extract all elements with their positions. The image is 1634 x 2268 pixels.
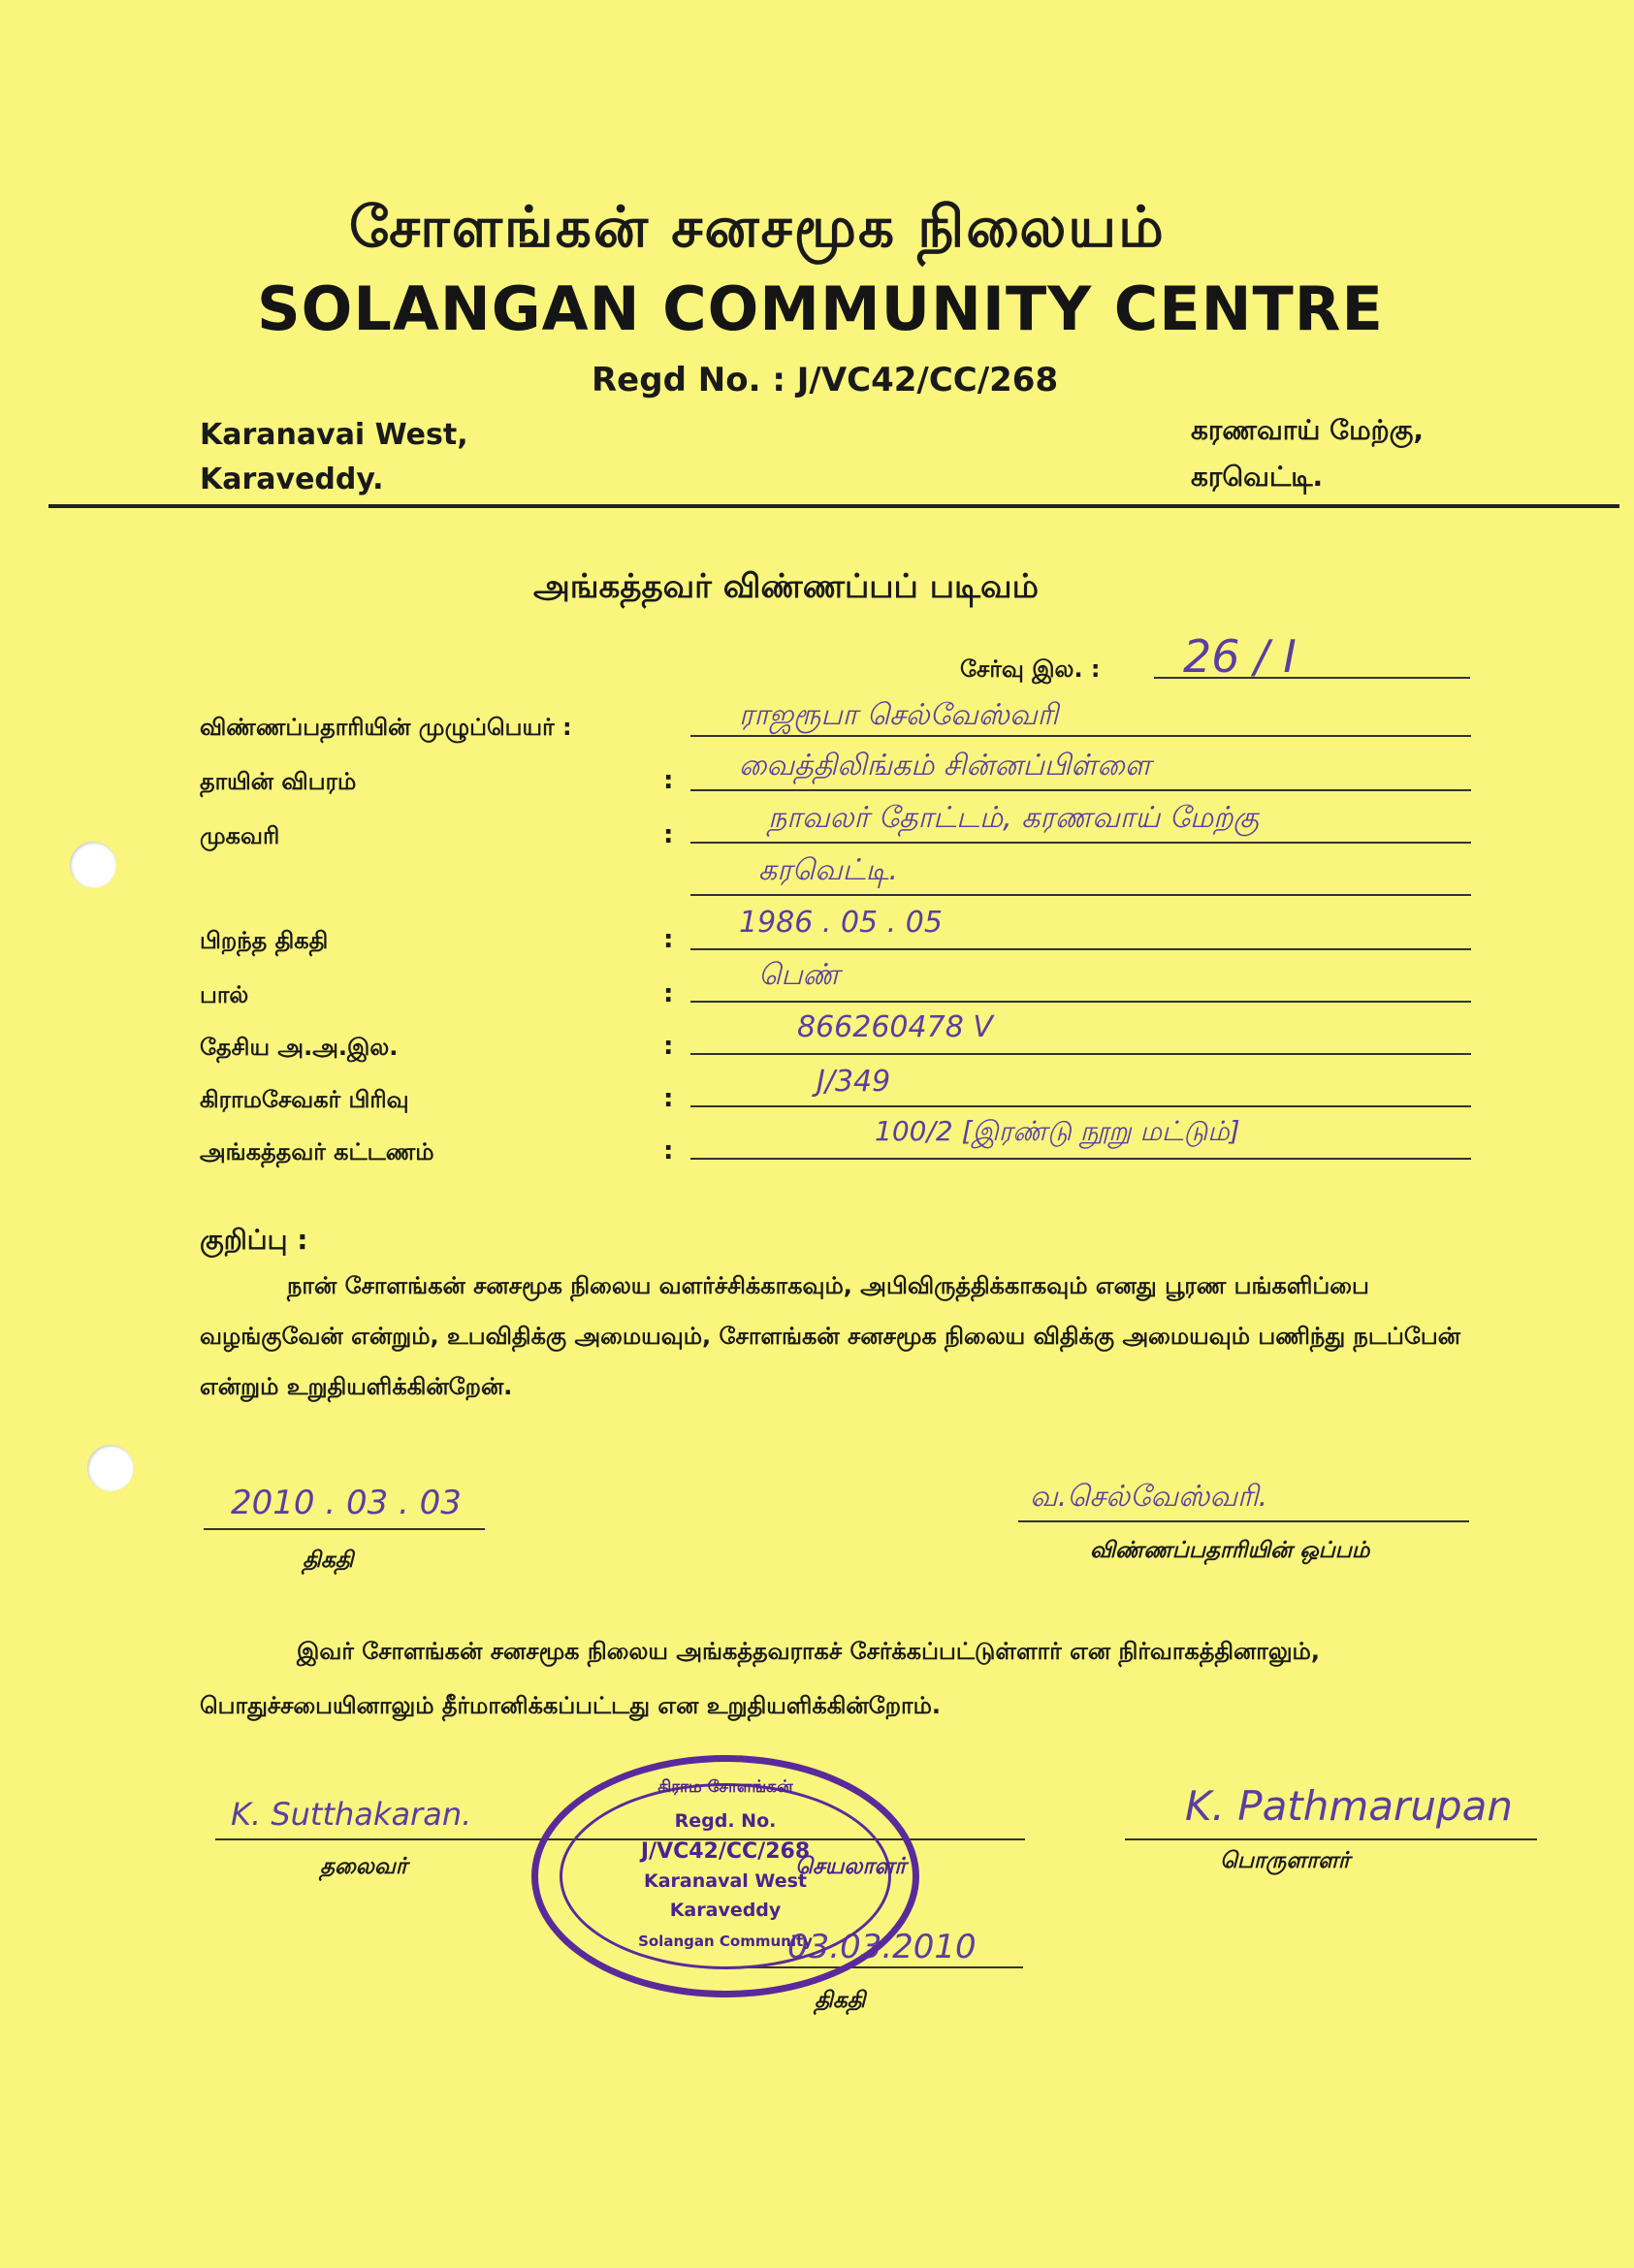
- field-value-sex: பெண்: [758, 958, 840, 992]
- president-signature: K. Sutthakaran.: [231, 1796, 472, 1833]
- field-value-gs-division: J/349: [817, 1065, 891, 1099]
- stamp-line3: J/VC42/CC/268: [640, 1839, 811, 1864]
- applicant-signature-line: [1018, 1520, 1469, 1522]
- field-line-mother: [690, 789, 1471, 791]
- field-label-nic: தேசிய அ.அ.இல.: [200, 1034, 399, 1061]
- field-colon-dob: :: [663, 925, 674, 954]
- field-colon-mother: :: [663, 766, 674, 795]
- address-english-line1: Karanavai West,: [200, 418, 468, 452]
- field-label-dob: பிறந்த திகதி: [200, 927, 329, 954]
- address-tamil-line1: கரணவாய் மேற்கு,: [1191, 414, 1425, 446]
- field-value-address-2: கரவெட்டி.: [758, 853, 899, 887]
- address-english-line2: Karaveddy.: [200, 463, 384, 496]
- field-line-address: [690, 842, 1471, 844]
- committee-declaration: இவர் சோளங்கன் சனசமூக நிலைய அங்கத்தவராகச் சேர்க்கப்பட்டுள்ளார் என நிர்வாகத்தினாலும், பொதுச்சபையினாலும் தீர்மானிக்கப்பட்டது என உறுதியளிக்கின்றோம்.: [200, 1638, 1320, 1719]
- field-line-fee: [690, 1158, 1471, 1160]
- stamp-line1: கிராம சோளங்கன்: [657, 1777, 793, 1797]
- stamp-line5: Karaveddy: [669, 1900, 782, 1921]
- treasurer-caption: பொருளாளர்: [1220, 1848, 1350, 1873]
- address-tamil: [1191, 407, 1424, 500]
- serial-label: சேர்வு இல. :: [960, 655, 1101, 683]
- field-label-fee: அங்கத்தவர் கட்டணம்: [200, 1138, 434, 1166]
- field-value-fee: 100/2 [இரண்டு நூறு மட்டும்]: [875, 1115, 1240, 1147]
- field-colon-address: :: [663, 820, 674, 849]
- punch-hole-bottom: [87, 1445, 134, 1491]
- field-line-sex: [690, 1001, 1471, 1003]
- form-title: அங்கத்தவர் விண்ணப்பப் படிவம்: [533, 567, 1039, 606]
- treasurer-line: [1125, 1838, 1537, 1840]
- note-body: நான் சோளங்கன் சனசமூக நிலைய வளர்ச்சிக்காகவும், அபிவிருத்திக்காகவும் எனது பூரண பங்களிப்பை வழங்குவேன் என்றும், உபவிதிக்கு அமையவும், சோளங்கன் சனசமூக நிலைய விதிக்கு அமையவும் பணிந்து நடப்பேன் என்றும் உறுதியளிக்கின்றேன்.: [200, 1272, 1461, 1400]
- header-divider: [48, 504, 1619, 508]
- president-caption: தலைவர்: [320, 1854, 407, 1879]
- field-label-mother: தாயின் விபரம்: [200, 768, 357, 795]
- applicant-date-line: [204, 1528, 485, 1530]
- field-value-address: நாவலர் தோட்டம், கரணவாய் மேற்கு: [768, 801, 1260, 835]
- field-label-gs-division: கிராமசேவகர் பிரிவு: [200, 1086, 409, 1113]
- field-line-nic: [690, 1053, 1471, 1055]
- applicant-signature: வ.செல்வேஸ்வரி.: [1030, 1480, 1268, 1514]
- field-value-fullname: ராஜரூபா செல்வேஸ்வரி: [739, 698, 1059, 732]
- applicant-signature-caption: விண்ணப்பதாரியின் ஒப்பம்: [1090, 1538, 1370, 1563]
- english-title: SOLANGAN COMMUNITY CENTRE: [257, 273, 1384, 344]
- applicant-date-value: 2010 . 03 . 03: [231, 1484, 462, 1522]
- stamp-line4: Karanaval West: [644, 1870, 807, 1892]
- field-colon-nic: :: [663, 1032, 674, 1061]
- field-colon-gs-division: :: [663, 1084, 674, 1113]
- field-line-address-2: [690, 894, 1471, 896]
- address-tamil-line2: கரவெட்டி.: [1191, 461, 1324, 493]
- stamp-line6: Solangan Community: [638, 1933, 813, 1950]
- field-label-sex: பால்: [200, 981, 249, 1008]
- field-colon-fee: :: [663, 1136, 674, 1166]
- field-line-dob: [690, 948, 1471, 950]
- official-date-caption: திகதி: [815, 1988, 866, 2013]
- tamil-title: சோளங்கன் சனசமூக நிலையம்: [349, 194, 1166, 260]
- applicant-date-caption: திகதி: [303, 1548, 354, 1573]
- address-english: [200, 413, 468, 502]
- secretary-caption: செயலாளர்: [795, 1854, 907, 1879]
- treasurer-signature: K. Pathmarupan: [1185, 1782, 1513, 1830]
- serial-value: 26 / I: [1183, 630, 1297, 683]
- stamp-line2: Regd. No.: [674, 1810, 777, 1832]
- field-value-mother: வைத்திலிங்கம் சின்னப்பிள்ளை: [739, 749, 1151, 783]
- registration-number: Regd No. : J/VC42/CC/268: [592, 361, 1059, 399]
- punch-hole-top: [70, 842, 116, 888]
- official-date-value: 03.03.2010: [787, 1928, 977, 1966]
- field-colon-sex: :: [663, 979, 674, 1008]
- field-label-fullname: விண்ணப்பதாரியின் முழுப்பெயர் :: [200, 714, 572, 741]
- field-value-nic: 866260478 V: [797, 1010, 993, 1044]
- field-label-address: முகவரி: [200, 822, 280, 849]
- field-value-dob: 1986 . 05 . 05: [739, 906, 943, 940]
- field-line-gs-division: [690, 1105, 1471, 1107]
- note-heading: குறிப்பு :: [200, 1224, 308, 1256]
